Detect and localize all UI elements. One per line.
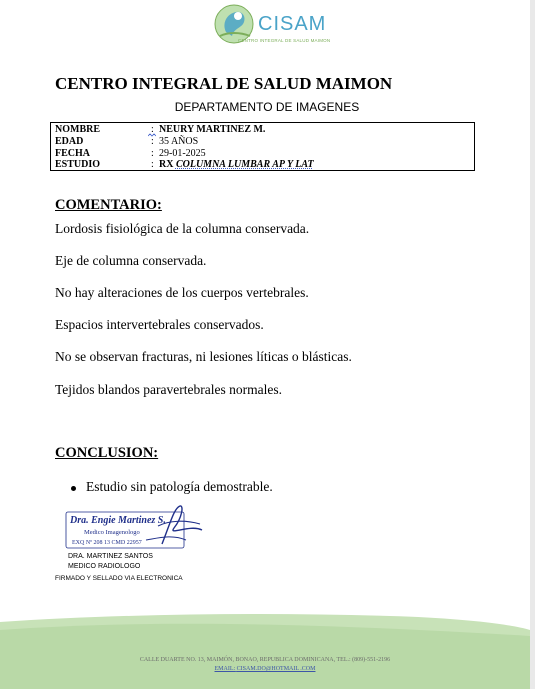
page-gutter [530,0,535,689]
info-separator: : [151,159,154,170]
document-title: CENTRO INTEGRAL DE SALUD MAIMON [55,74,393,93]
info-label: FECHA [55,148,90,159]
study-prefix: RX [159,159,176,170]
footer-address: CALLE DUARTE NO. 13, MAIMÓN, BONAO, REPUBLICA DOMINICANA, TEL.: (809)-551-2196 [139,657,391,663]
footer-decoration [0,612,530,689]
info-label: EDAD [55,136,84,147]
doctor-role: MEDICO RADIOLOGO [68,563,141,570]
comment-line: No hay alteraciones de los cuerpos vertebrales. [55,285,309,300]
comment-heading: COMENTARIO: [55,197,162,213]
info-separator: : [151,148,154,159]
info-separator: : [151,136,154,147]
logo-tagline: CENTRO INTEGRAL DE SALUD MAIMON [238,38,331,43]
comment-line: Espacios intervertebrales conservados. [55,317,264,332]
info-value [159,159,314,171]
bullet-icon [71,486,76,491]
stamp-role: Medico Imagenologo [84,529,140,536]
footer-email-prefix: EMAIL: [214,666,236,672]
comment-line: Eje de columna conservada. [55,253,207,268]
cisam-logo [212,2,332,50]
comment-line: Lordosis fisiológica de la columna conservada. [55,221,310,236]
info-label: NOMBRE [55,124,100,135]
info-label: ESTUDIO [55,159,101,170]
info-separator: : [151,124,154,135]
logo-text: CISAM [258,13,327,35]
info-value: NEURY MARTINEZ M. [159,124,266,135]
conclusion-item: Estudio sin patología demostrable. [86,479,273,494]
info-value: 29-01-2025 [159,148,206,159]
conclusion-heading: CONCLUSION: [55,445,159,461]
signature-stamp [62,504,212,554]
footer-email-line [0,666,530,672]
study-name: COLUMNA LUMBAR AP Y LAT [175,159,314,170]
stamp-exeq: EXQ Nº 208 13 CMD 22957 [72,540,142,546]
department-subtitle: DEPARTAMENTO DE IMAGENES [174,100,360,114]
footer-email[interactable]: CISAM.DO@HOTMAIL .COM [236,666,316,672]
comment-line: No se observan fracturas, ni lesiones líticas o blásticas. [55,349,352,364]
doctor-name: DRA. MARTINEZ SANTOS [68,553,153,560]
comment-line: Tejidos blandos paravertebrales normales. [55,382,282,397]
info-value: 35 AÑOS [159,136,199,147]
electronic-signature-note: FIRMADO Y SELLADO VIA ELECTRONICA [55,575,183,582]
patient-info-box [50,122,475,171]
stamp-name: Dra. Engie Martinez S. [70,515,166,526]
